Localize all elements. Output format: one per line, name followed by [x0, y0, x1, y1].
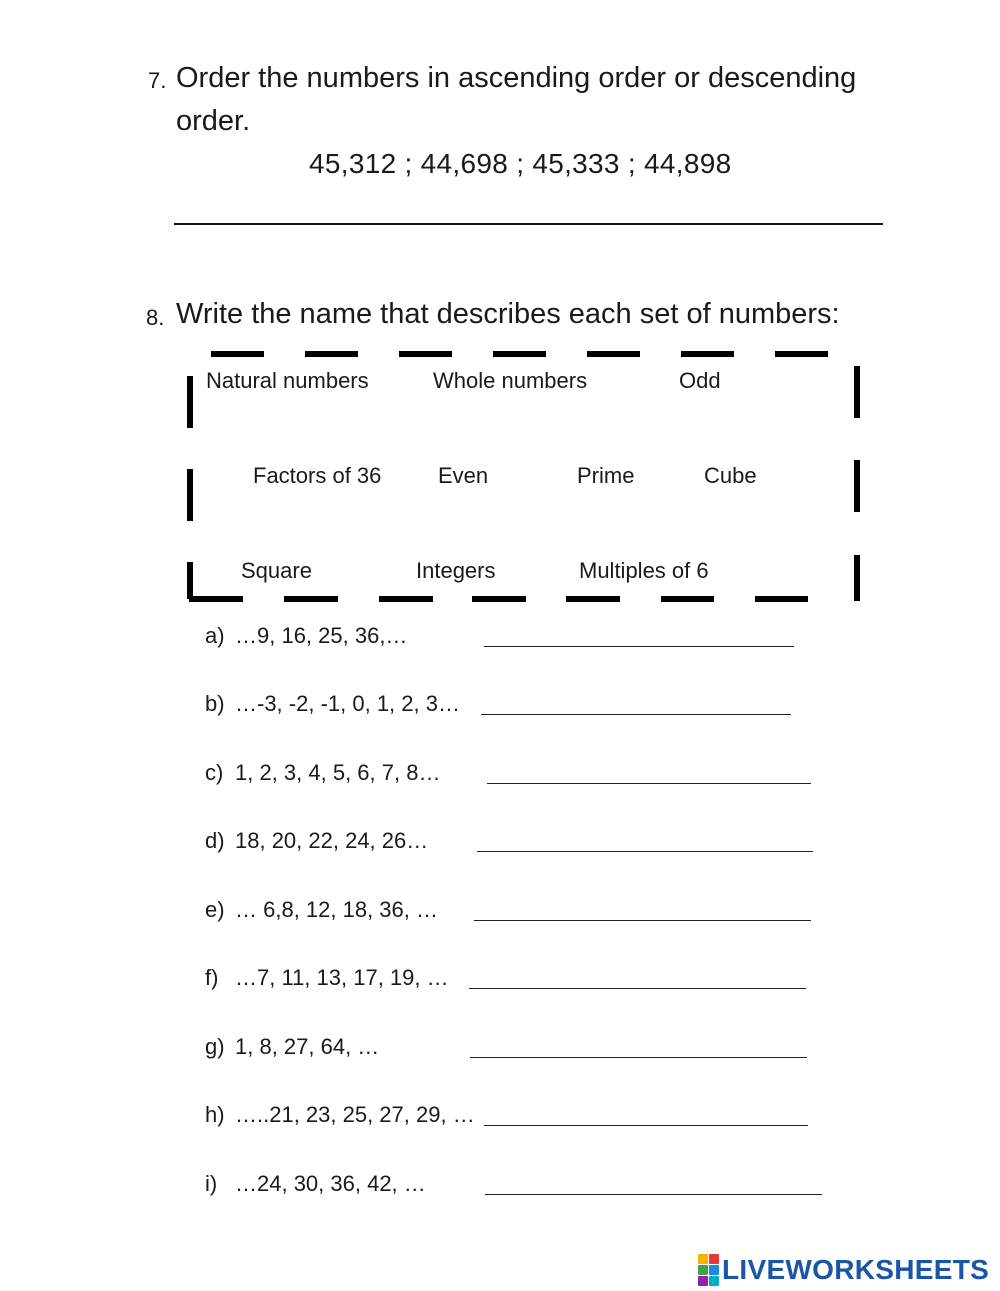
logo-text: LIVEWORKSHEETS [722, 1254, 990, 1285]
item-b-sequence: …-3, -2, -1, 0, 1, 2, 3… [235, 691, 460, 716]
liveworksheets-logo [698, 1254, 989, 1286]
question-8-number: 8. [146, 305, 165, 330]
word-bank-odd: Odd [679, 368, 721, 393]
item-g-answer-blank[interactable] [470, 1057, 807, 1058]
item-b-label: b) [205, 691, 225, 716]
item-h-sequence: …..21, 23, 25, 27, 29, … [235, 1102, 475, 1127]
word-bank-multiples-of-6: Multiples of 6 [579, 558, 709, 583]
item-h-answer-blank[interactable] [484, 1125, 808, 1126]
item-e-answer-blank[interactable] [474, 920, 811, 921]
word-bank-whole-numbers: Whole numbers [433, 368, 588, 393]
item-c-answer-blank[interactable] [487, 783, 811, 784]
logo-block-6 [709, 1276, 719, 1286]
word-bank-prime: Prime [577, 463, 635, 488]
logo-block-1 [698, 1254, 708, 1264]
item-f-answer-blank[interactable] [469, 988, 806, 989]
item-d-answer-blank[interactable] [477, 851, 813, 852]
logo-block-3 [698, 1265, 708, 1275]
item-b-answer-blank[interactable] [481, 714, 791, 715]
word-bank-natural-numbers: Natural numbers [206, 368, 369, 393]
item-f-label: f) [205, 965, 219, 990]
question-8-prompt: Write the name that describes each set of numbers: [176, 298, 840, 330]
question-7-number: 7. [148, 68, 167, 93]
item-e-sequence: … 6,8, 12, 18, 36, … [235, 897, 439, 922]
logo-block-4 [709, 1265, 719, 1275]
item-i-answer-blank[interactable] [485, 1194, 822, 1195]
question-7-text-line2: order. [176, 105, 251, 137]
word-bank-integers: Integers [416, 558, 496, 583]
item-a-label: a) [205, 623, 225, 648]
item-g-label: g) [205, 1034, 225, 1059]
question-7-text-line1: Order the numbers in ascending order or descending [176, 62, 857, 94]
item-d-sequence: 18, 20, 22, 24, 26… [235, 828, 429, 853]
item-a-answer-blank[interactable] [484, 646, 794, 647]
item-f-sequence: …7, 11, 13, 17, 19, … [235, 965, 449, 990]
item-i-label: i) [205, 1171, 218, 1196]
item-d-label: d) [205, 828, 225, 853]
item-h-label: h) [205, 1102, 225, 1127]
item-c-sequence: 1, 2, 3, 4, 5, 6, 7, 8… [235, 760, 441, 785]
word-bank-even: Even [438, 463, 489, 488]
item-c-label: c) [205, 760, 224, 785]
item-i-sequence: …24, 30, 36, 42, … [235, 1171, 426, 1196]
logo-block-5 [698, 1276, 708, 1286]
word-bank-cube: Cube [704, 463, 757, 488]
item-g-sequence: 1, 8, 27, 64, … [235, 1034, 380, 1059]
word-bank-factors-of-36: Factors of 36 [253, 463, 382, 488]
logo-block-2 [709, 1254, 719, 1264]
question-7-numbers: 45,312 ; 44,698 ; 45,333 ; 44,898 [309, 148, 732, 179]
item-a-sequence: …9, 16, 25, 36,… [235, 623, 408, 648]
item-e-label: e) [205, 897, 225, 922]
logo-blocks-icon [698, 1254, 719, 1286]
word-bank-square: Square [241, 558, 312, 583]
